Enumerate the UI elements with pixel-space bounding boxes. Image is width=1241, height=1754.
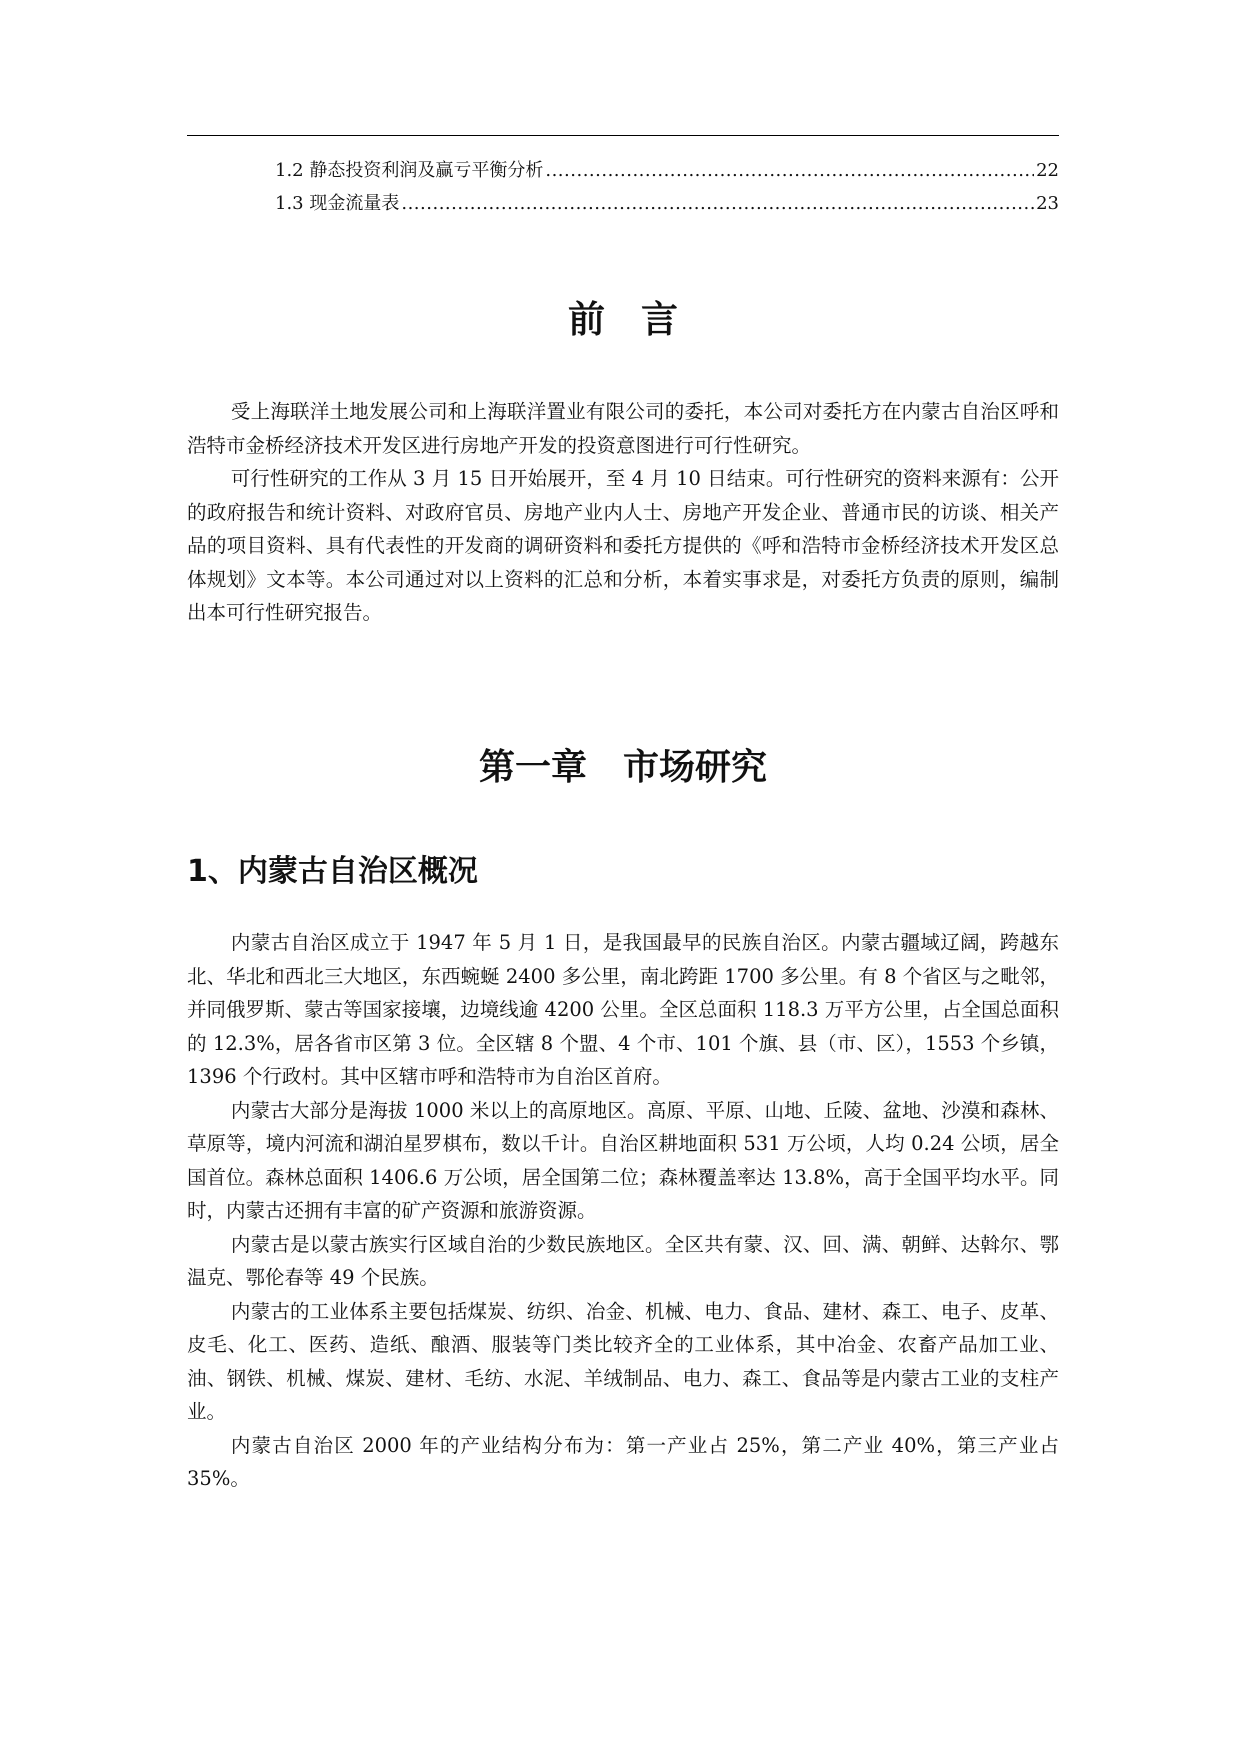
table-of-contents [275, 154, 1059, 220]
section-body [187, 926, 1059, 1496]
toc-entry-page: 22 [1036, 160, 1059, 181]
preface-title: 前言 [568, 297, 714, 341]
toc-entry-label: 1.2 静态投资利润及赢亏平衡分析 [275, 160, 544, 181]
section-paragraph: 内蒙古自治区 2000 年的产业结构分布为：第一产业占 25%，第二产业 40%，第三产业占 35%。 [187, 1433, 1059, 1490]
toc-dot-leader [401, 187, 1034, 220]
section-title: 1、内蒙古自治区概况 [187, 854, 478, 889]
chapter-title: 第一章 市场研究 [478, 746, 767, 788]
toc-entry[interactable] [275, 154, 1059, 187]
preface-paragraph: 可行性研究的工作从 3 月 15 日开始展开，至 4 月 10 日结束。可行性研究的资料来源有：公开的政府报告和统计资料、对政府官员、房地产业内人士、房地产开发企业、普通市民的访谈、相关产品的项目资料、具有代表性的开发商的调研资料和委托方提供的《呼和浩特市金桥经济技术开发区总体规划》文本等。本公司通过对以上资料的汇总和分析，本着实事求是，对委托方负责的原则，编制出本可行性研究报告。 [187, 467, 1059, 624]
preface-paragraph: 受上海联洋土地发展公司和上海联洋置业有限公司的委托，本公司对委托方在内蒙古自治区呼和浩特市金桥经济技术开发区进行房地产开发的投资意图进行可行性研究。 [187, 400, 1059, 457]
toc-entry-label: 1.3 现金流量表 [275, 193, 400, 214]
header-rule [187, 135, 1059, 136]
section-paragraph: 内蒙古大部分是海拔 1000 米以上的高原地区。高原、平原、山地、丘陵、盆地、沙漠和森林、草原等，境内河流和湖泊星罗棋布，数以千计。自治区耕地面积 531 万公顷，人均 0.24 公顷，居全国首位。森林总面积 1406.6 万公顷，居全国第二位；森林覆盖率达 13.8%，高于全国平均水平。同时，内蒙古还拥有丰富的矿产资源和旅游资源。 [187, 1098, 1059, 1222]
toc-dot-leader [545, 154, 1034, 187]
preface-body [187, 395, 1059, 630]
section-paragraph: 内蒙古的工业体系主要包括煤炭、纺织、冶金、机械、电力、食品、建材、森工、电子、皮革、皮毛、化工、医药、造纸、酿酒、服装等门类比较齐全的工业体系，其中冶金、农畜产品加工业、油、钢铁、机械、煤炭、建材、毛纺、水泥、羊绒制品、电力、森工、食品等是内蒙古工业的支柱产业。 [187, 1299, 1059, 1423]
section-paragraph: 内蒙古自治区成立于 1947 年 5 月 1 日，是我国最早的民族自治区。内蒙古疆域辽阔，跨越东北、华北和西北三大地区，东西蜿蜒 2400 多公里，南北跨距 1700 多公里。有 8 个省区与之毗邻，并同俄罗斯、蒙古等国家接壤，边境线逾 4200 公里。全区总面积 118.3 万平方公里，占全国总面积的 12.3%，居各省市区第 3 位。全区辖 8 个盟、4 个市、101 个旗、县（市、区），1553 个乡镇，1396 个行政村。其中区辖市呼和浩特市为自治区首府。 [187, 931, 1059, 1088]
toc-entry[interactable] [275, 187, 1059, 220]
section-paragraph: 内蒙古是以蒙古族实行区域自治的少数民族地区。全区共有蒙、汉、回、满、朝鲜、达斡尔、鄂温克、鄂伦春等 49 个民族。 [187, 1232, 1059, 1289]
toc-entry-page: 23 [1036, 193, 1059, 214]
